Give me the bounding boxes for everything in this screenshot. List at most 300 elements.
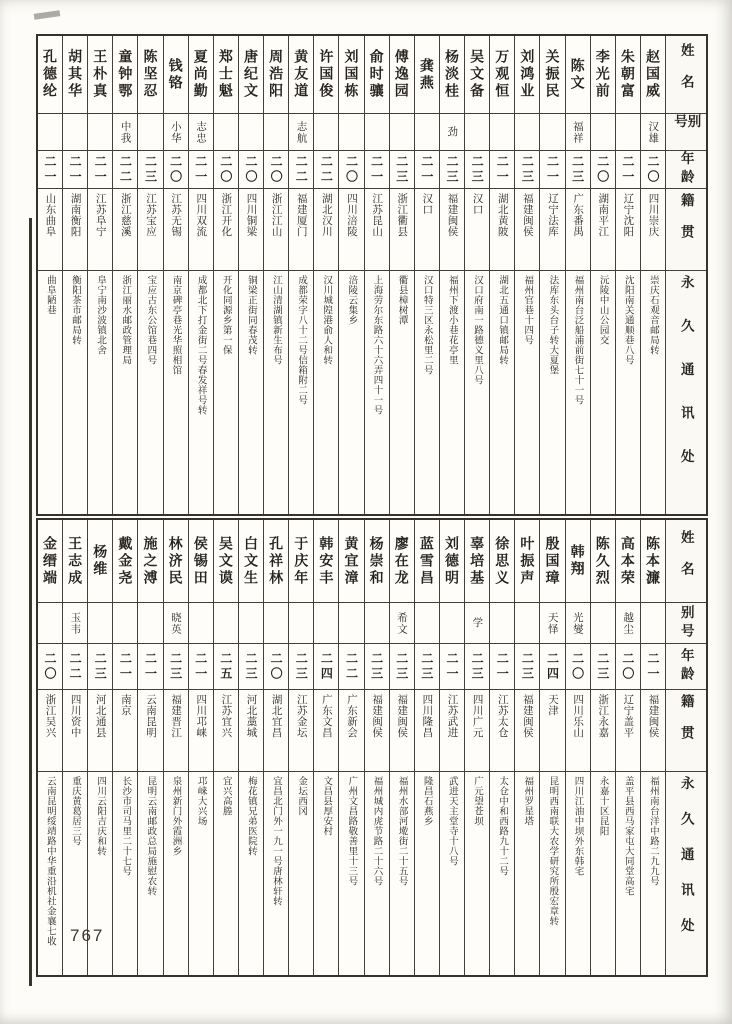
name-text: 刘德明 [443, 535, 460, 587]
alias-cell [239, 603, 263, 644]
native-cell [339, 690, 363, 772]
name-cell [88, 520, 112, 603]
name-text: 胡其华 [67, 49, 84, 100]
age-cell [314, 151, 338, 189]
person-column [389, 36, 414, 514]
name-cell [289, 520, 313, 603]
header-age-text: 年龄 [678, 151, 694, 188]
alias-cell [591, 114, 615, 151]
address-text: 涪陵云集乡 [346, 275, 358, 325]
name-text: 周浩阳 [268, 49, 285, 100]
address-cell [390, 772, 414, 975]
native-text: 四川隆昌 [421, 694, 434, 738]
alias-cell [616, 114, 640, 151]
native-text: 福建闽侯 [647, 694, 660, 738]
native-cell [365, 690, 389, 772]
alias-text: 汉雄 [647, 120, 660, 144]
age-text: 二二 [68, 651, 83, 682]
age-cell [339, 644, 363, 690]
address-text: 泉州新门外霞洲乡 [170, 776, 182, 856]
address-text: 福州官巷十四号 [522, 275, 534, 345]
age-text: 二三 [93, 651, 108, 682]
native-cell [88, 690, 112, 772]
age-cell [365, 151, 389, 189]
age-text: 二一 [68, 154, 83, 185]
name-cell [189, 36, 213, 114]
name-text: 王志成 [67, 535, 84, 587]
alias-cell [138, 114, 162, 151]
age-cell [390, 151, 414, 189]
address-text: 开化同源乡第一保 [220, 275, 232, 355]
native-text: 江苏无锡 [170, 193, 183, 237]
native-text: 江苏武进 [446, 694, 459, 738]
native-text: 湖南衡阳 [69, 193, 82, 237]
name-text: 朱朝富 [619, 49, 636, 100]
alias-text: 天怿 [546, 611, 559, 635]
age-text: 二三 [444, 154, 459, 185]
alias-cell [465, 114, 489, 151]
age-cell [214, 151, 238, 189]
alias-cell [214, 114, 238, 151]
name-cell [239, 520, 263, 603]
age-cell [289, 644, 313, 690]
age-cell [264, 644, 288, 690]
address-text: 金坛西冈 [296, 776, 308, 816]
age-text: 二一 [93, 154, 108, 185]
native-text: 四川资中 [69, 694, 82, 738]
address-text: 上海劳尔东路六十六弄四十一号 [371, 275, 383, 415]
name-cell [264, 520, 288, 603]
address-cell [264, 772, 288, 975]
address-cell [465, 772, 489, 975]
name-text: 白文生 [242, 535, 259, 587]
alias-cell [390, 114, 414, 151]
person-column [238, 36, 263, 514]
age-cell [465, 151, 489, 189]
native-cell [390, 690, 414, 772]
address-cell [591, 271, 615, 514]
address-text: 四川云阳吉庆和转 [95, 776, 107, 856]
address-text: 崇庆石观音邮局转 [647, 275, 659, 355]
address-text: 宝应古东公馆巷四号 [145, 275, 157, 365]
header-native-place-text: 籍贯 [678, 694, 694, 757]
native-cell [515, 690, 539, 772]
native-text: 浙江吴兴 [44, 694, 57, 738]
name-cell [214, 36, 238, 114]
address-cell [113, 271, 137, 514]
name-text: 俞时骧 [368, 49, 385, 100]
native-text: 浙江永嘉 [597, 694, 610, 738]
name-text: 侯锡田 [192, 535, 209, 587]
age-text: 二一 [495, 154, 510, 185]
native-text: 湖北黄陂 [496, 193, 509, 237]
name-cell [365, 520, 389, 603]
address-text: 汉口府南一路德义里八号 [472, 275, 484, 385]
address-cell [289, 772, 313, 975]
alias-text: 光燮 [571, 611, 584, 635]
name-text: 童钟鄂 [117, 49, 134, 100]
alias-cell [515, 603, 539, 644]
address-text: 宜兴高塍 [220, 776, 232, 816]
native-cell [239, 690, 263, 772]
age-text: 二一 [545, 154, 560, 185]
address-text: 梅花镇兄弟医院转 [245, 776, 257, 856]
name-text: 许国俊 [318, 49, 335, 100]
age-text: 二二 [294, 154, 309, 185]
alias-cell [390, 603, 414, 644]
age-text: 二一 [143, 651, 158, 682]
name-cell [264, 36, 288, 114]
alias-cell [490, 603, 514, 644]
header-column [665, 36, 706, 514]
age-cell [88, 644, 112, 690]
name-text: 王朴真 [92, 49, 109, 100]
name-cell [515, 36, 539, 114]
person-column [439, 36, 464, 514]
name-cell [540, 36, 564, 114]
alias-cell [515, 114, 539, 151]
header-name-text: 姓名 [678, 529, 694, 593]
directory-table-top [36, 34, 708, 516]
header-alias [666, 114, 706, 151]
age-cell [138, 151, 162, 189]
age-cell [339, 151, 363, 189]
header-alias-text: 别号 [672, 114, 701, 133]
address-cell [113, 772, 137, 975]
name-text: 龚燕 [418, 57, 435, 92]
age-text: 二〇 [645, 154, 660, 185]
name-cell [616, 36, 640, 114]
name-text: 吴文谟 [217, 535, 234, 587]
name-cell [88, 36, 112, 114]
name-cell [339, 520, 363, 603]
person-column [464, 36, 489, 514]
native-text: 福建厦门 [295, 193, 308, 237]
native-text: 云南昆明 [144, 694, 157, 738]
native-cell [264, 690, 288, 772]
name-text: 唐纪文 [242, 49, 259, 100]
native-text: 四川邛崃 [195, 694, 208, 738]
native-cell [113, 189, 137, 271]
age-cell [566, 151, 590, 189]
alias-cell [490, 114, 514, 151]
header-name-text: 姓名 [678, 43, 694, 106]
address-text: 福州城内虎节路二十六号 [371, 776, 383, 886]
name-text: 金缙端 [41, 535, 58, 587]
header-age [666, 151, 706, 189]
age-cell [641, 151, 665, 189]
native-text: 汉口 [471, 193, 484, 215]
alias-text: 玉韦 [69, 611, 82, 635]
alias-cell [540, 603, 564, 644]
name-text: 殷国璋 [544, 535, 561, 587]
alias-cell [63, 114, 87, 151]
address-cell [264, 271, 288, 514]
name-cell [138, 520, 162, 603]
address-cell [415, 271, 439, 514]
alias-cell [63, 603, 87, 644]
native-cell [490, 189, 514, 271]
age-text: 二一 [495, 651, 510, 682]
native-cell [314, 189, 338, 271]
name-text: 黄友道 [293, 49, 310, 100]
age-text: 二三 [419, 651, 434, 682]
address-cell [515, 271, 539, 514]
alias-cell [264, 603, 288, 644]
name-cell [440, 36, 464, 114]
address-text: 云南昆明绥靖路中华重沿机社金襄七收 [44, 776, 56, 946]
age-text: 二〇 [595, 154, 610, 185]
native-cell [289, 189, 313, 271]
age-cell [113, 644, 137, 690]
person-column [188, 36, 213, 514]
person-column [539, 520, 564, 975]
name-cell [164, 520, 188, 603]
address-text: 成都荣字八十二号信箱附二号 [296, 275, 308, 405]
alias-text: 学 [471, 617, 484, 629]
alias-cell [164, 603, 188, 644]
header-age [666, 644, 706, 690]
person-column [137, 520, 162, 975]
header-name [666, 520, 706, 603]
native-cell [63, 690, 87, 772]
name-text: 赵国威 [644, 49, 661, 100]
address-text: 长沙市司马里二十七号 [120, 776, 132, 876]
native-cell [189, 189, 213, 271]
address-cell [566, 772, 590, 975]
name-cell [415, 36, 439, 114]
age-cell [540, 644, 564, 690]
address-cell [138, 271, 162, 514]
name-cell [189, 520, 213, 603]
age-text: 二三 [294, 651, 309, 682]
address-cell [540, 772, 564, 975]
alias-cell [314, 603, 338, 644]
age-cell [138, 644, 162, 690]
alias-cell [440, 603, 464, 644]
age-cell [616, 151, 640, 189]
alias-cell [113, 603, 137, 644]
alias-cell [591, 603, 615, 644]
page-number: 767 [70, 926, 105, 945]
name-text: 于庆年 [293, 535, 310, 587]
age-text: 二一 [42, 154, 57, 185]
age-text: 二四 [319, 651, 334, 682]
person-column [590, 36, 615, 514]
person-column [338, 520, 363, 975]
person-column [263, 36, 288, 514]
header-alias-text: 别号 [678, 604, 694, 642]
native-cell [365, 189, 389, 271]
age-cell [566, 644, 590, 690]
name-cell [490, 36, 514, 114]
age-text: 二三 [520, 651, 535, 682]
address-cell [591, 772, 615, 975]
address-cell [314, 271, 338, 514]
alias-cell [264, 114, 288, 151]
native-text: 浙江慈溪 [119, 193, 132, 237]
address-text: 永嘉十区昆阳 [597, 776, 609, 836]
address-text: 衡阳茶市邮局转 [70, 275, 82, 345]
address-cell [38, 772, 62, 975]
person-column [389, 520, 414, 975]
name-cell [440, 520, 464, 603]
native-cell [465, 189, 489, 271]
person-column [163, 520, 188, 975]
address-text: 汉川城隍港俞人和转 [321, 275, 333, 365]
alias-text: 希文 [395, 611, 408, 635]
age-text: 二〇 [243, 154, 258, 185]
alias-cell [440, 114, 464, 151]
name-cell [63, 36, 87, 114]
address-cell [314, 772, 338, 975]
name-text: 孔德纶 [41, 49, 58, 100]
alias-cell [88, 603, 112, 644]
person-column [565, 520, 590, 975]
age-cell [515, 644, 539, 690]
address-cell [63, 271, 87, 514]
address-cell [415, 772, 439, 975]
address-text: 衢县樟树潭 [396, 275, 408, 325]
name-text: 黄宜漳 [343, 535, 360, 587]
native-text: 四川乐山 [572, 694, 585, 738]
person-column [62, 36, 87, 514]
alias-cell [465, 603, 489, 644]
age-text: 二三 [470, 154, 485, 185]
native-cell [566, 189, 590, 271]
address-cell [164, 271, 188, 514]
age-text: 二三 [595, 651, 610, 682]
address-cell [566, 271, 590, 514]
alias-cell [339, 114, 363, 151]
person-column [439, 520, 464, 975]
name-cell [38, 520, 62, 603]
native-cell [38, 189, 62, 271]
alias-cell [289, 603, 313, 644]
name-cell [239, 36, 263, 114]
alias-cell [365, 603, 389, 644]
native-cell [38, 690, 62, 772]
person-column [238, 520, 263, 975]
age-cell [164, 644, 188, 690]
native-text: 辽宁法库 [546, 193, 559, 237]
native-cell [314, 690, 338, 772]
address-text: 福州南台洋中路二九九号 [647, 776, 659, 886]
alias-cell [164, 114, 188, 151]
person-column [288, 520, 313, 975]
age-cell [38, 151, 62, 189]
native-cell [138, 690, 162, 772]
name-text: 陈本濂 [644, 535, 661, 587]
age-text: 二三 [520, 154, 535, 185]
address-text: 隆昌石燕乡 [421, 776, 433, 826]
native-cell [164, 690, 188, 772]
address-cell [339, 772, 363, 975]
native-cell [641, 690, 665, 772]
person-column [263, 520, 288, 975]
alias-cell [138, 603, 162, 644]
address-cell [365, 772, 389, 975]
native-cell [113, 690, 137, 772]
name-text: 陈久烈 [594, 535, 611, 587]
person-column [87, 520, 112, 975]
age-cell [440, 151, 464, 189]
name-cell [164, 36, 188, 114]
age-text: 二〇 [168, 154, 183, 185]
name-text: 万观恒 [494, 49, 511, 100]
address-cell [465, 271, 489, 514]
alias-cell [289, 114, 313, 151]
alias-cell [113, 114, 137, 151]
age-text: 二〇 [42, 651, 57, 682]
name-cell [314, 36, 338, 114]
age-text: 二五 [218, 651, 233, 682]
age-cell [591, 644, 615, 690]
name-text: 吴文备 [469, 49, 486, 100]
person-column [112, 36, 137, 514]
address-text: 曲阜陋巷 [44, 275, 56, 315]
name-cell [390, 36, 414, 114]
alias-cell [88, 114, 112, 151]
age-text: 二〇 [218, 154, 233, 185]
address-text: 广州文昌路敬善里十三号 [346, 776, 358, 886]
native-text: 天津 [546, 694, 559, 716]
person-column [414, 520, 439, 975]
alias-cell [239, 114, 263, 151]
name-cell [289, 36, 313, 114]
person-column [414, 36, 439, 514]
address-cell [616, 772, 640, 975]
person-column [539, 36, 564, 514]
person-column [615, 36, 640, 514]
address-cell [641, 772, 665, 975]
native-text: 四川广元 [471, 694, 484, 738]
address-text: 福州水部河墘街二十五号 [396, 776, 408, 886]
person-column [38, 36, 62, 514]
age-cell [365, 644, 389, 690]
name-text: 杨淡桂 [443, 49, 460, 100]
age-text: 二一 [369, 154, 384, 185]
address-text: 浙江丽水邮政管理局 [120, 275, 132, 365]
alias-cell [314, 114, 338, 151]
native-cell [138, 189, 162, 271]
native-text: 江苏宜兴 [220, 694, 233, 738]
name-cell [390, 520, 414, 603]
address-text: 邛崃大兴场 [195, 776, 207, 826]
age-text: 二〇 [570, 651, 585, 682]
native-cell [415, 690, 439, 772]
name-text: 辜培基 [469, 535, 486, 587]
directory-table-bottom [36, 518, 708, 977]
name-cell [314, 520, 338, 603]
address-text: 福州下渡小巷花亭里 [446, 275, 458, 365]
native-text: 河北藁城 [245, 694, 258, 738]
age-text: 二〇 [344, 154, 359, 185]
native-text: 福建闽侯 [446, 193, 459, 237]
name-text: 杨崇和 [368, 535, 385, 587]
age-cell [264, 151, 288, 189]
address-cell [138, 772, 162, 975]
alias-cell [38, 114, 62, 151]
name-text: 傅逸园 [393, 49, 410, 100]
native-text: 四川铜梁 [245, 193, 258, 237]
header-native-place [666, 189, 706, 271]
age-cell [113, 151, 137, 189]
person-column [590, 520, 615, 975]
native-text: 江苏昆山 [371, 193, 384, 237]
native-text: 江苏宝应 [144, 193, 157, 237]
header-column [665, 520, 706, 975]
